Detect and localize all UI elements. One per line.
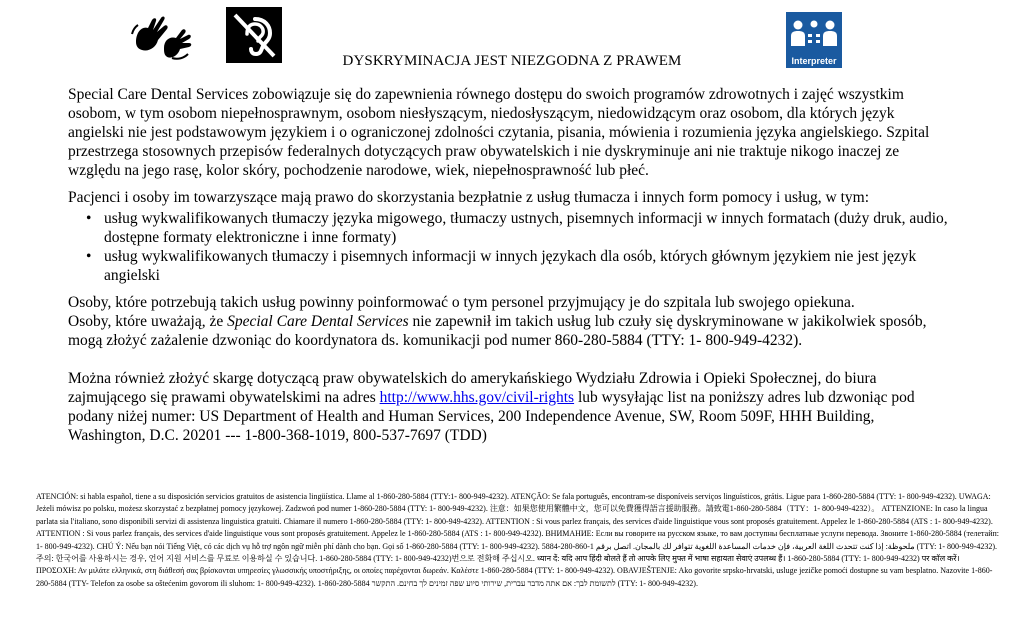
organization-name: Special Care Dental Services (227, 313, 409, 330)
complaint-start: Można również złożyć skargę dotyczącą praw obywatelskich do amerykańskiego Wydziału Zdrowia i Opieki Społecznej, do biura zajmującego się prawami obywatelskimi na adres (68, 370, 877, 406)
intro-paragraph: Special Care Dental Services zobowiązuje się do zapewnienia równego dostępu do swoich programów zdrowotnych i zajęć wszystkim osobom, w tym osobom niepełnosprawnym, osobom niesłyszącym, niedosłyszącym, niedowidzącym oraz osobom, dla których język angielski nie jest podstawowym językiem i o ograniczonej zdolności czytania, pisania, mówienia i rozumienia języka angielskiego. Szpital przestrzega stosownych przepisów federalnych dotyczących praw obywatelskich i nie dyskryminuje ani nie traktuje nikogo inaczej ze względu na jego rasę, kolor skóry, pochodzenie narodowe, wiek, niepełnosprawność lub płeć. (68, 86, 930, 179)
interpreter-label: Interpreter (791, 56, 837, 66)
footer-text-2: 注意：如果您使用繁體中文，您可以免費獲得語言援助服務。請致電1-860-280-5884（TTY：1- 800-949-4232）。 ATTENZIONE: In caso la lingua parlata sia l'italiano, sono disponibili servizi di assistenza linguistica gratuiti. Chiamare il numero 1-860-280-5884 (TTY: 1- 800-949-4232). ATTENTION : Si vous parlez français, des services d'aide linguistique vous sont proposés gratuitement. Appelez le 1-860-280-5884 (ATS : 1- 800-949-4232). ATTENTION : Si vous parlez français, des services d'aide linguistique vous sont proposés gratuitement. Appelez le 1-860-280-5884 (ATS : 1- 800-949-4232). ВНИМАНИЕ: Если вы говорите на русском языке, то вам доступны бесплатные услуги перевода. Звоните 1-860-280-5884 (телетайп: 1- 800-949-4232). CHÚ Ý: Nếu bạn nói Tiếng Việt, có các dịch vụ hỗ trợ ngôn ngữ miễn phí dành cho bạn. Gọi số 1-860-280-5884 (TTY: 1- 800-949-4232). ملحوظة: إذا كنت تتحدث اللغة العربية، فإن خدمات المساعدة اللغوية تتوافر لك بالمجان. اتصل برقم 1-860-280-5884 (TTY: 1- 800-949-4232). 주의: 한국어를 사용하시는 경우, 언어 지원 서비스를 무료로 이용하실 수 있습니다. 1-860-280-5884 (TTY: 1- 800-949-4232)번으로 전화해 주십시오. ध्यान दें: यदि आप हिंदी बोलते हैं तो आपके लिए मुफ्त में भाषा सहायता सेवाएं उपलब्ध हैं। 1-860-280-5884 (TTY: 1- 800-949-4232) पर कॉल करें। ΠΡΟΣΟΧΗ: Αν μιλάτε ελληνικά, στη διάθεσή σας βρίσκονται υπηρεσίες γλωσσικής υποστήριξης, οι οποίες παρέχονται δωρεάν. Καλέστε 1-860-280-5884 (TTY: 1- 800-949-4232). OBAVJEŠTENJE: Ako govorite srpsko-hrvatski, usluge jezičke pomoći dostupne su vam besplatno. Nazovite 1-860-280-5884 (TTY- Telefon za osobe sa oštećenim govorom ili sluhom: 1- 800-949-4232). לתשומת לבך: אם אתה מדבר עברית, שירותי סיוע שפה זמינים לך בחינם. התקשר 1-860-280-5884 (TTY: 1- 800-949-4232). (36, 504, 999, 588)
list-item: • usług wykwalifikowanych tłumaczy języka migowego, tłumaczy ustnych, pisemnych informacji w innych formatach (duży druk, audio, dostępne formaty elektroniczne i inne formaty) (104, 209, 948, 247)
complaint-end: lub wysyłając list na poniższy adres lub dzwoniąc pod podany niżej numer: US Department of Health and Human Services, 200 Independence Avenue, SW, Room 509F, HHH Building, Washington, D.C. 20201 --- 1-800-368-1019, 800-537-7697 (TDD) (68, 389, 915, 444)
page-title: DYSKRYMINACJA JEST NIEZGODNA Z PRAWEM (342, 53, 682, 69)
complaint-paragraph (68, 369, 948, 445)
contact-line-1: Osoby, które potrzebują takich usług powinny poinformować o tym personel przyjmujący je do szpitala lub swojego opiekuna. (68, 294, 855, 311)
rights-intro: Pacjenci i osoby im towarzyszące mają prawo do skorzystania bezpłatnie z usług tłumacza i innych form pomocy i usług, w tym: (68, 189, 870, 206)
notice-body (68, 85, 948, 445)
footer-text-1: ATENCIÓN: si habla español, tiene a su disposición servicios gratuitos de asistencia lingüística. Llame al 1-860-280-5884 (TTY:1- 800-949-4232). ATENÇÃO: Se fala português, encontram-se disponíveis serviços linguísticos, grátis. Ligue para 1-860-280-5884 (TTY: 1- 800-949-4232). UWAGA: Jeżeli mówisz po polsku, możesz skorzystać z bezpłatnej pomocy językowej. Zadzwoń pod numer 1-860-280-5884 (TTY: 1- 800-949-4232). (36, 492, 991, 514)
language-assistance-footer (36, 491, 1001, 590)
contact-line-2-end: nie zapewnił im takich usług lub czuły się dyskryminowane w jakikolwiek sposób, mogą złożyć zażalenie dzwoniąc do koordynatora ds. komunikacji pod numer 860-280-5884 (TTY: 1- 800-949-4232). (68, 313, 927, 349)
civil-rights-link[interactable]: http://www.hhs.gov/civil-rights (379, 389, 575, 406)
contact-line-2 (68, 312, 948, 350)
contact-line-2-start: Osoby, które uważają, że (68, 313, 228, 330)
services-list (68, 209, 948, 285)
list-item: • usług wykwalifikowanych tłumaczy i pisemnych informacji w innych językach dla osób, których głównym językiem nie jest język angielski (104, 247, 948, 285)
